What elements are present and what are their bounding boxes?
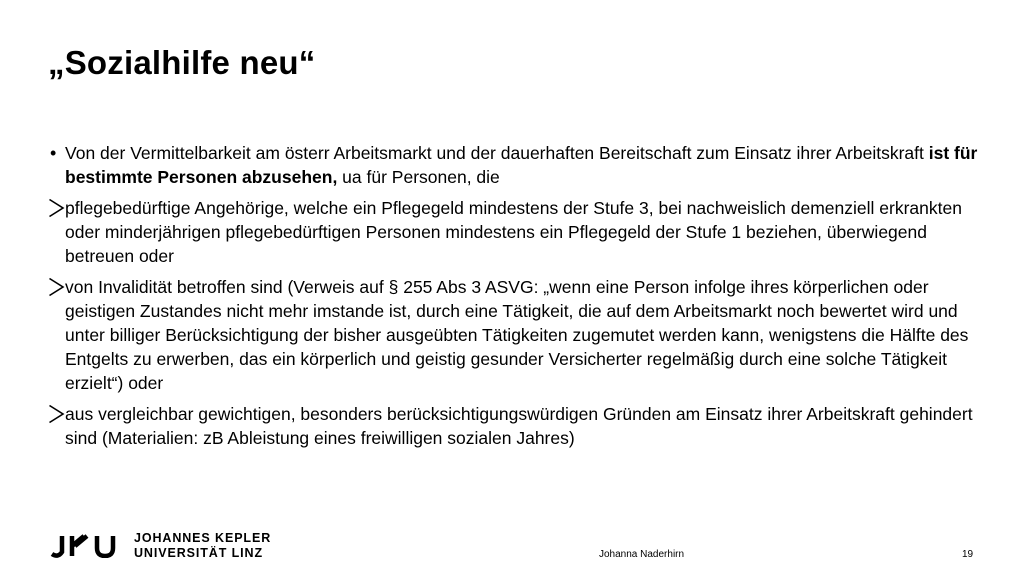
- arrow-point-1: [48, 196, 978, 268]
- arrow-bullet-icon: [48, 404, 65, 424]
- arrow-point-3-text: aus vergleichbar gewichtigen, besonders berücksichtigungswürdigen Gründen am Einsatz ihrer Arbeitskraft gehindert sind (Materialien: zB Ableistung eines freiwilligen sozialen Jahres): [65, 404, 973, 448]
- logo-line-1: JOHANNES KEPLER: [134, 531, 272, 545]
- footer-author: Johanna Naderhirn: [599, 549, 685, 560]
- arrow-bullet-icon: [48, 198, 65, 218]
- slide-title: „Sozialhilfe neu“: [48, 44, 316, 81]
- bullet-dot-icon: •: [50, 143, 57, 163]
- arrow-point-3: [48, 402, 978, 450]
- jku-logo-icon: [48, 534, 126, 563]
- bullet-point-1: [48, 141, 978, 189]
- slide-body: [48, 141, 978, 457]
- logo-line-2: UNIVERSITÄT LINZ: [134, 546, 263, 560]
- bullet-point-1-bold: ist für bestimmte Personen abzusehen,: [65, 143, 978, 187]
- arrow-bullet-icon: [48, 277, 65, 297]
- arrow-point-2-text: von Invalidität betroffen sind (Verweis auf § 255 Abs 3 ASVG: „wenn eine Person infolge ihres körperlichen oder geistigen Zustandes nicht mehr imstande ist, durch eine Tätigkeit, die auf dem Arbeitsmarkt noch bewertet wird und unter billiger Berücksichtigung der bisher ausgeübten Tätigkeiten zugemutet werden kann, wenigstens die Hälfte des Entgelts zu erwerben, das ein körperlich und geistig gesunder Versicherter regelmäßig durch eine solche Tätigkeit erzielt“) oder: [65, 277, 969, 393]
- bullet-point-1-text: Von der Vermittelbarkeit am österr Arbeitsmarkt und der dauerhaften Bereitschaft zum Einsatz ihrer Arbeitskraft: [65, 143, 929, 163]
- bullet-point-1-tail: ua für Personen, die: [337, 167, 500, 187]
- page-number: 19: [962, 549, 974, 560]
- logo-text: [134, 531, 271, 561]
- arrow-point-2: [48, 275, 978, 395]
- arrow-point-1-text: pflegebedürftige Angehörige, welche ein Pflegegeld mindestens der Stufe 3, bei nachweislich demenziell erkrankten oder minderjährigen pflegebedürftigen Personen mindestens ein Pflegegeld der Stufe 1 beziehen, überwiegend betreuen oder: [65, 198, 962, 266]
